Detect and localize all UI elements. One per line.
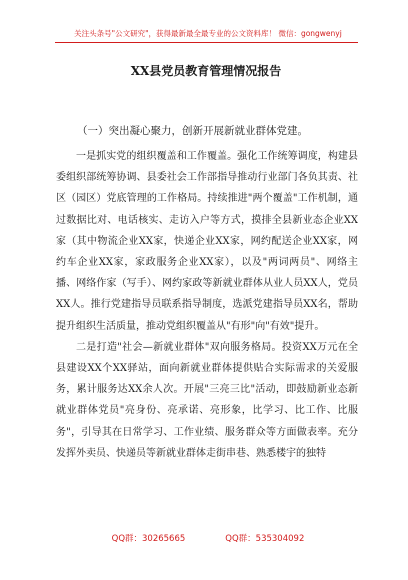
header-note: 关注头条号"公文研究"，获得最新最全最专业的公文资料库！ 微信：gongwenyj — [74, 29, 342, 38]
footer-contact — [58, 532, 358, 544]
header-divider — [55, 42, 358, 43]
document-body — [56, 146, 358, 464]
footer-qq-group-1: QQ群：30265665 — [111, 534, 186, 544]
paragraph-2: 二是打造"社会—新就业群体"双向服务格局。投资XX万元在全县建设XX个XX驿站，面向新就业群体提供贴合实际需求的关爱服务，累计服务达XX余人次。开展"三亮三比"活动，即鼓励新业态新就业群体党员"亮身份、亮承诺、亮形象，比学习、比工作、比服务"，引导其在日常学习、工作业绩、服务群众等方面做表率。充分发挥外卖员、快递员等新就业群体走街串巷、熟悉楼宇的独特 — [56, 341, 358, 459]
document-title: XX县党员教育管理情况报告 — [130, 64, 282, 78]
paragraph-1: 一是抓实党的组织覆盖和工作覆盖。强化工作统筹调度，构建县委组织部统筹协调、县委社会工作部指导推动行业部门各负其责、社区（园区）党底管理的工作格局。持续推进"两个覆盖"工作机制，通过数据比对、电话核实、走访入户等方式，摸排全县新业态企业XX家（其中物流企业XX家，快递企业XX家，网约配送企业XX家，网约车企业XX家，家政服务企业XX家），以及"两词两员"、网络主播、网络作家（写手）、网约家政等新就业群体从业人员XX人，党员XX人。推行党建指导员联系指导制度，选派党建指导员XX名，帮助提升组织生活质量，推动党组织覆盖从"有形"向"有效"提升。 — [56, 151, 358, 332]
section-heading: （一）突出凝心聚力，创新开展新就业群体党建。 — [77, 125, 308, 137]
footer-qq-group-2: QQ群：535304092 — [225, 534, 305, 544]
